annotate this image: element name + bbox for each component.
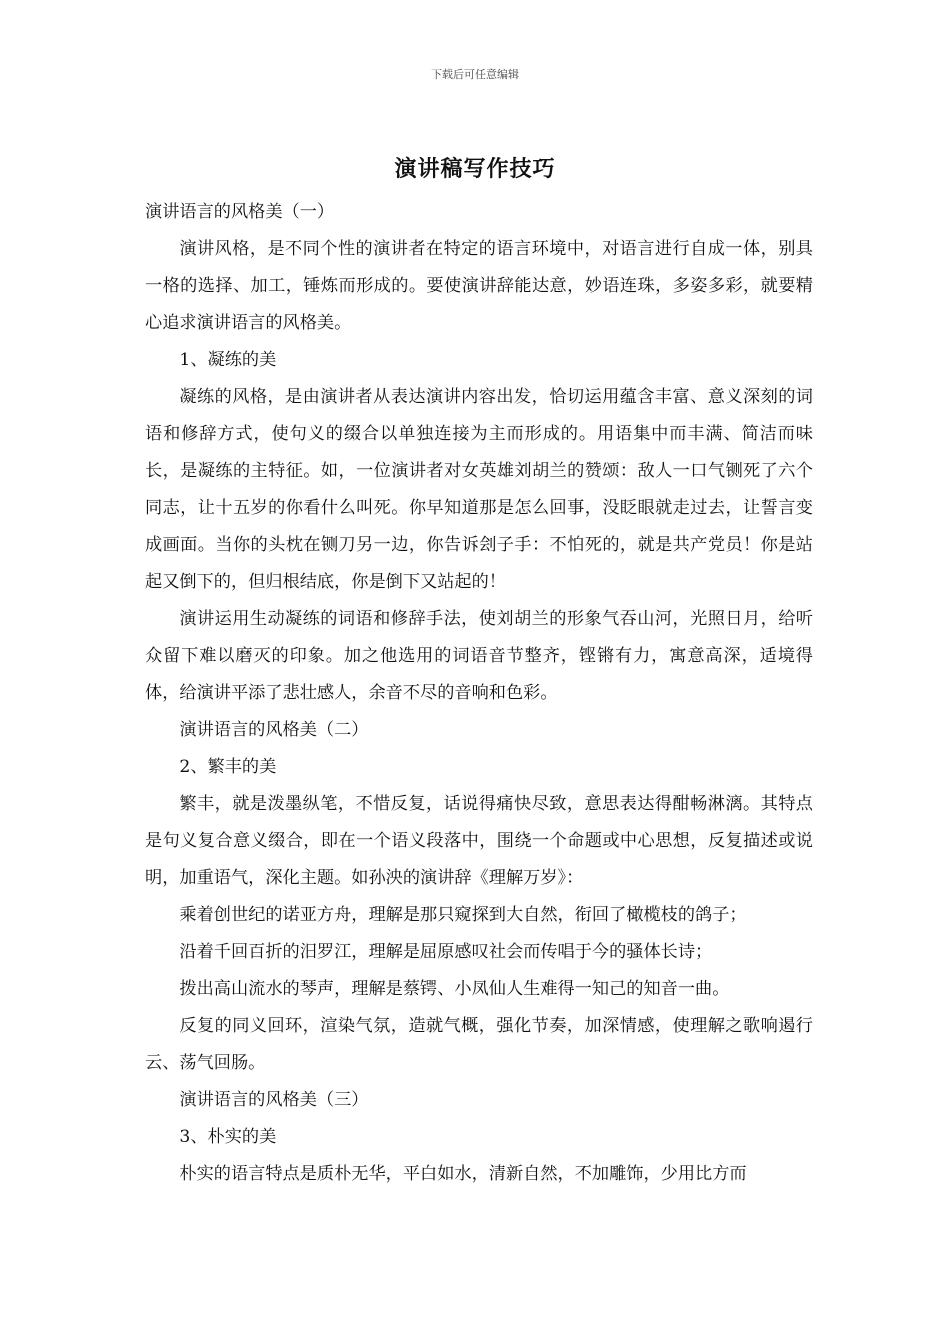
paragraph: 演讲运用生动凝练的词语和修辞手法，使刘胡兰的形象气吞山河，光照日月，给听众留下难以磨灭的印象。加之他选用的词语音节整齐，铿锵有力，寓意高深，适境得体，给演讲平添了悲壮感人，余音不尽的音响和色彩。 <box>145 609 813 703</box>
quote-line: 拨出高山流水的琴声，理解是蔡锷、小凤仙人生难得一知己的知音一曲。 <box>179 979 730 999</box>
paragraph: 朴实的语言特点是质朴无华，平白如水，清新自然，不加雕饰，少用比方而 <box>179 1164 747 1184</box>
paragraph: 凝练的风格，是由演讲者从表达演讲内容出发，恰切运用蕴含丰富、意义深刻的词语和修辞方式，使句义的缀合以单独连接为主而形成的。用语集中而丰满、简洁而味长，是凝练的主特征。如，一位演讲者对女英雄刘胡兰的赞颂：敌人一口气铡死了六个同志，让十五岁的你看什么叫死。你早知道那是怎么回事，没眨眼就走过去，让誓言变成画面。当你的头枕在铡刀另一边，你告诉刽子手：不怕死的，就是共产党员！你是站起又倒下的，但归根结底，你是倒下又站起的！ <box>145 387 813 592</box>
document-title: 演讲稿写作技巧 <box>394 156 556 182</box>
paragraph: 反复的同义回环，渲染气氛，造就气概，强化节奏，加深情感，使理解之歌响遏行云、荡气回肠。 <box>145 1016 813 1073</box>
section-heading: 演讲语言的风格美（一） <box>145 202 335 222</box>
subsection-heading: 2、繁丰的美 <box>179 757 277 777</box>
section-heading: 演讲语言的风格美（二） <box>179 720 369 740</box>
paragraph: 繁丰，就是泼墨纵笔，不惜反复，话说得痛快尽致，意思表达得酣畅淋漓。其特点是句义复合意义缀合，即在一个语义段落中，围绕一个命题或中心思想，反复描述或说明，加重语气，深化主题。如孙泱的演讲辞《理解万岁》： <box>145 794 813 888</box>
subsection-heading: 3、朴实的美 <box>179 1127 277 1147</box>
section-heading: 演讲语言的风格美（三） <box>179 1090 369 1110</box>
subsection-heading: 1、凝练的美 <box>179 350 277 370</box>
page-header: 下载后可任意编辑 <box>431 68 519 81</box>
paragraph: 演讲风格，是不同个性的演讲者在特定的语言环境中，对语言进行自成一体，别具一格的选择、加工，锤炼而形成的。要使演讲辞能达意，妙语连珠，多姿多彩，就要精心追求演讲语言的风格美。 <box>145 239 813 333</box>
document-body <box>145 194 813 1193</box>
quote-line: 沿着千回百折的汨罗江，理解是屈原感叹社会而传唱于今的骚体长诗； <box>179 942 713 962</box>
quote-line: 乘着创世纪的诺亚方舟，理解是那只窥探到大自然，衔回了橄榄枝的鸽子； <box>179 905 747 925</box>
